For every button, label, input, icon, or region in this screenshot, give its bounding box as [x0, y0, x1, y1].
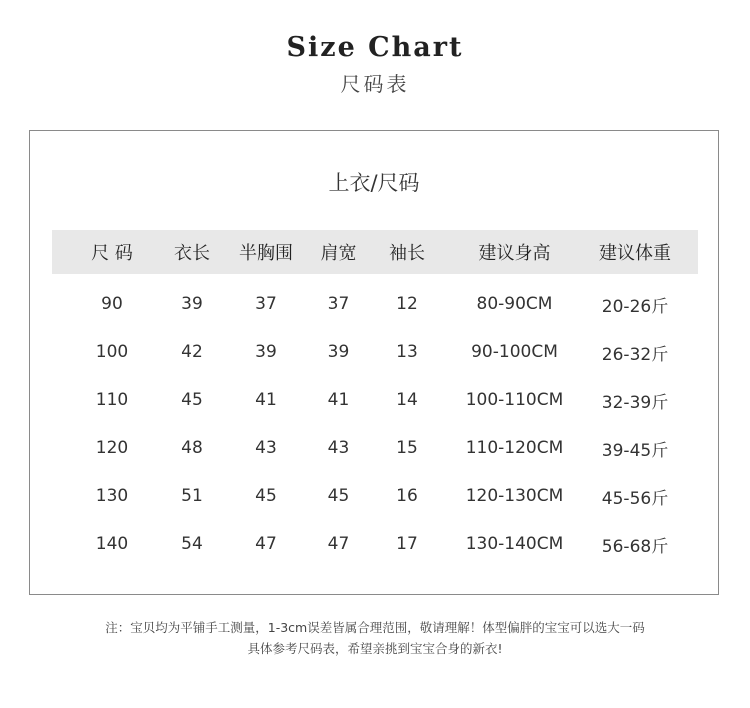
page-subtitle: 尺码表	[340, 72, 410, 96]
header-size: 尺 码	[91, 243, 133, 264]
header-shoulder: 肩宽	[320, 243, 357, 264]
cell-sleeve: 17	[396, 534, 418, 554]
cell-length: 42	[181, 342, 203, 362]
note-line-2: 具体参考尺码表，希望亲挑到宝宝合身的新衣!	[247, 641, 503, 656]
cell-size: 130	[95, 486, 129, 506]
table-row	[52, 376, 698, 424]
header-height: 建议身高	[478, 243, 551, 264]
note-line-1: 注：宝贝均为平铺手工测量，1-3cm误差皆属合理范围，敬请理解！体型偏胖的宝宝可以选大一码	[105, 620, 645, 635]
table-row	[52, 520, 698, 568]
cell-sleeve: 13	[396, 342, 418, 362]
measurement-note	[0, 617, 750, 659]
header-half-chest: 半胸围	[239, 243, 293, 264]
cell-half-chest: 45	[255, 486, 277, 506]
cell-weight: 39-45斤	[601, 440, 669, 461]
cell-length: 51	[181, 486, 203, 506]
cell-length: 54	[181, 534, 203, 554]
cell-size: 120	[95, 438, 129, 458]
cell-half-chest: 37	[255, 294, 277, 314]
table-row	[52, 472, 698, 520]
cell-length: 48	[181, 438, 203, 458]
cell-sleeve: 14	[396, 390, 418, 410]
cell-length: 45	[181, 390, 203, 410]
cell-size: 140	[95, 534, 129, 554]
cell-half-chest: 39	[255, 342, 277, 362]
cell-size: 100	[95, 342, 129, 362]
cell-weight: 32-39斤	[601, 392, 669, 413]
cell-weight: 20-26斤	[601, 296, 669, 317]
cell-height: 120-130CM	[465, 486, 564, 506]
table-title: 上衣/尺码	[328, 171, 420, 195]
table-row	[52, 280, 698, 328]
cell-height: 110-120CM	[465, 438, 564, 458]
size-chart-panel	[29, 130, 719, 595]
header-sleeve: 袖长	[389, 243, 425, 264]
cell-height: 130-140CM	[465, 534, 564, 554]
cell-length: 39	[181, 294, 203, 314]
cell-size: 110	[95, 390, 129, 410]
cell-weight: 26-32斤	[601, 344, 669, 365]
cell-sleeve: 12	[396, 294, 418, 314]
cell-half-chest: 47	[255, 534, 277, 554]
cell-weight: 45-56斤	[601, 488, 669, 509]
cell-shoulder: 43	[327, 438, 350, 458]
size-table	[52, 230, 698, 568]
cell-height: 100-110CM	[465, 390, 564, 410]
cell-shoulder: 47	[327, 534, 350, 554]
cell-half-chest: 41	[255, 390, 277, 410]
cell-sleeve: 15	[396, 438, 418, 458]
header-length: 衣长	[174, 243, 210, 264]
cell-height: 80-90CM	[476, 294, 553, 314]
table-header-row	[52, 230, 698, 274]
cell-height: 90-100CM	[471, 342, 558, 362]
table-row	[52, 424, 698, 472]
cell-half-chest: 43	[255, 438, 277, 458]
cell-sleeve: 16	[396, 486, 418, 506]
cell-shoulder: 41	[327, 390, 350, 410]
cell-shoulder: 45	[327, 486, 350, 506]
page-title: Size Chart	[286, 32, 464, 63]
cell-size: 90	[101, 294, 123, 314]
cell-weight: 56-68斤	[601, 536, 669, 557]
header-weight: 建议体重	[599, 243, 671, 264]
table-row	[52, 328, 698, 376]
cell-shoulder: 37	[327, 294, 350, 314]
cell-shoulder: 39	[327, 342, 350, 362]
